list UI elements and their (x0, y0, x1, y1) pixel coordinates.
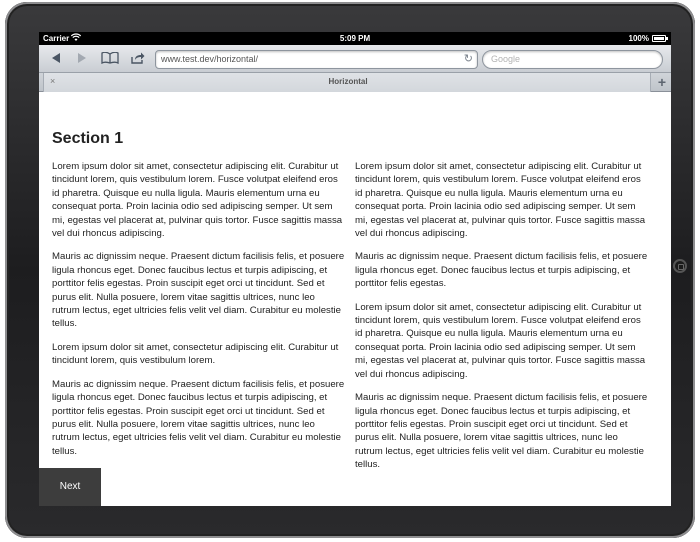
tab-bar (39, 73, 671, 92)
browser-toolbar (39, 45, 671, 73)
paragraph: Lorem ipsum dolor sit amet, consectetur adipiscing elit. Curabitur ut tincidunt lorem, quis vestibulum lorem. (52, 341, 339, 367)
share-icon (131, 52, 145, 64)
tab-horizontal[interactable] (43, 73, 651, 92)
section-heading: Section 1 (52, 130, 124, 147)
back-button[interactable] (45, 50, 67, 68)
next-button[interactable]: Next (39, 468, 101, 506)
right-column (355, 160, 648, 482)
forward-button[interactable] (71, 50, 93, 68)
paragraph: Lorem ipsum dolor sit amet, consectetur adipiscing elit. Curabitur ut tincidunt lorem, quis vestibulum lorem. Fusce volutpat eleifend eros id pharetra. Quisque eu nulla ligula. Mauris elementum urna eu consequat porta. Proin lacinia odio sed adipiscing semper. Ut sem mi, egestas vel placerat at, pulvinar quis tortor. Fusce sagittis massa vel dui rhoncus adipiscing. (355, 161, 646, 240)
carrier-label: Carrier (43, 34, 70, 43)
address-bar[interactable] (155, 50, 478, 69)
paragraph: Mauris ac dignissim neque. Praesent dictum facilisis felis, et posuere ligula rhoncus eget. Donec faucibus lectus et turpis adipiscing, et porttitor felis egestas. Proin suscipit eget orci ut tincidunt. Sed et purus elit. Nulla posuere, lorem vitae sagittis ultrices, nunc leo rutrum lectus, eget ultricies felis velit vel diam. Curabitur eu molestie tellus. (52, 378, 345, 457)
close-tab-icon[interactable]: × (50, 76, 56, 86)
back-arrow-icon (50, 52, 62, 64)
screen (39, 32, 671, 506)
clock: 5:09 PM (339, 34, 371, 43)
battery-percentage: 100% (628, 34, 649, 43)
paragraph: Mauris ac dignissim neque. Praesent dictum facilisis felis, et posuere ligula rhoncus eget. Donec faucibus lectus et turpis adipiscing, et porttitor felis egestas. Proin suscipit eget orci ut tincidunt. Sed et purus elit. Nulla posuere, lorem vitae sagittis ultrices, nunc leo rutrum lectus, eget ultricies felis velit vel diam. Curabitur eu molestie tellus. (52, 251, 345, 330)
url-text: www.test.dev/horizontal/ (161, 54, 259, 64)
reload-icon[interactable]: ↻ (463, 53, 473, 65)
new-tab-button[interactable]: + (657, 74, 667, 90)
home-button[interactable] (673, 259, 687, 273)
search-placeholder: Google (491, 54, 521, 64)
page-content (39, 92, 671, 506)
share-button[interactable] (127, 50, 149, 68)
tablet-frame (5, 2, 695, 538)
tab-title: Horizontal (328, 77, 368, 86)
left-column (52, 160, 345, 468)
battery-icon (652, 35, 666, 42)
paragraph: Lorem ipsum dolor sit amet, consectetur adipiscing elit. Curabitur ut tincidunt lorem, quis vestibulum lorem. Fusce volutpat eleifend eros id pharetra. Quisque eu nulla ligula. Mauris elementum urna eu consequat porta. Proin lacinia odio sed adipiscing semper. Ut sem mi, egestas vel placerat at, pulvinar quis tortor. Fusce sagittis massa vel dui rhoncus adipiscing. (355, 301, 646, 380)
paragraph: Mauris ac dignissim neque. Praesent dictum facilisis felis, et posuere ligula rhoncus eget. Donec faucibus lectus et turpis adipiscing, et porttitor felis egestas. Proin suscipit eget orci ut tincidunt. Sed et purus elit. Nulla posuere, lorem vitae sagittis ultrices, nunc leo rutrum lectus, eget ultricies felis velit vel diam. Curabitur eu molestie tellus. (355, 392, 648, 471)
status-bar (39, 32, 671, 45)
book-icon (101, 52, 119, 64)
search-field[interactable] (482, 50, 663, 69)
forward-arrow-icon (76, 52, 88, 64)
paragraph: Lorem ipsum dolor sit amet, consectetur adipiscing elit. Curabitur ut tincidunt lorem, quis vestibulum lorem. Fusce volutpat eleifend eros id pharetra. Quisque eu nulla ligula. Mauris elementum urna eu consequat porta. Proin lacinia odio sed adipiscing semper. Ut sem mi, egestas vel placerat at, pulvinar quis tortor. Fusce sagittis massa vel dui rhoncus adipiscing. (52, 161, 343, 240)
bookmarks-button[interactable] (97, 50, 123, 68)
paragraph: Mauris ac dignissim neque. Praesent dictum facilisis felis, et posuere ligula rhoncus eget. Donec faucibus lectus et turpis adipiscing, et porttitor felis egestas. (355, 251, 648, 290)
